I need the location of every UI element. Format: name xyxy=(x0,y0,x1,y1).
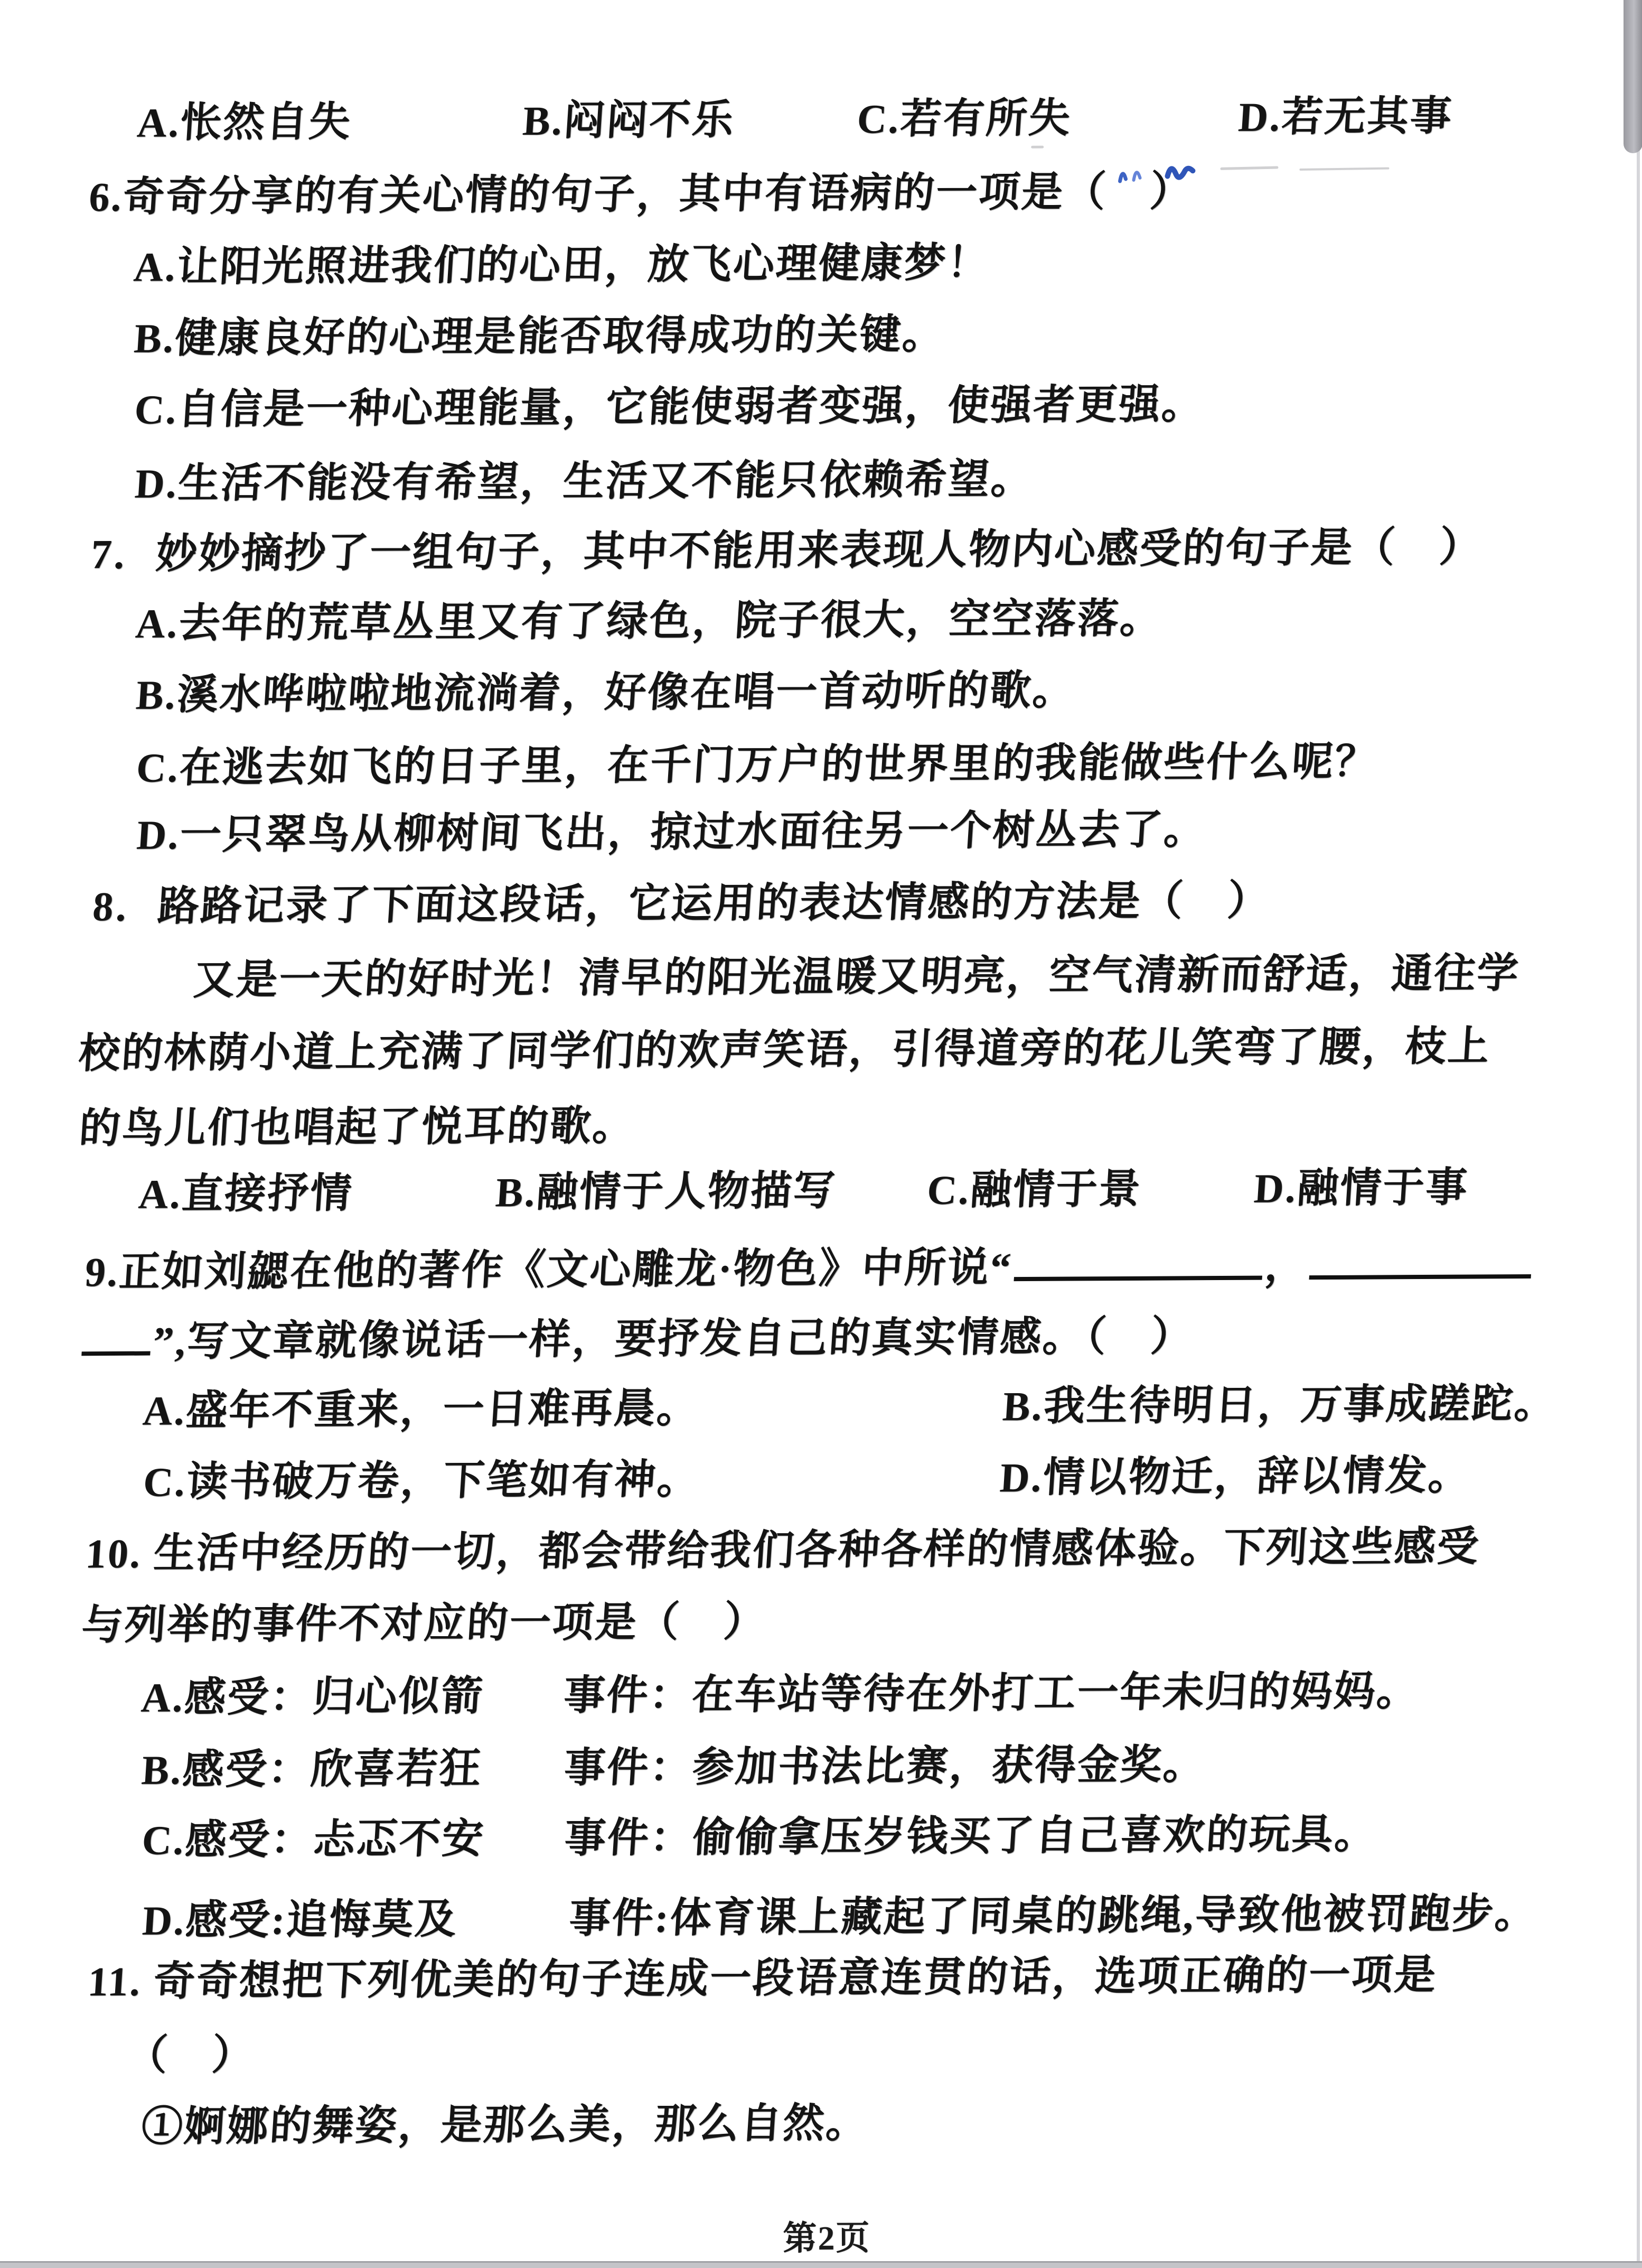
q5-options-row xyxy=(0,89,1638,150)
q10-option-c-event: 事件：偷偷拿压岁钱买了自己喜欢的玩具。 xyxy=(563,1810,1379,1861)
q6-option-b: B.健康良好的心理是能否取得成功的关键。 xyxy=(133,311,947,361)
q9-option-d: D.情以物迁，辞以情发。 xyxy=(998,1452,1473,1501)
q10-option-a-feeling: A.感受：归心似箭 xyxy=(139,1673,486,1721)
q10-option-c-feeling: C.感受：忐忑不安 xyxy=(140,1815,486,1863)
q7-option-c: C.在逃去如飞的日子里，在千门万户的世界里的我能做些什么呢？ xyxy=(135,738,1380,791)
q8-option-b: B.融情于人物描写 xyxy=(494,1167,838,1216)
q6-option-c: C.自信是一种心理能量，它能使弱者变强，使强者更强。 xyxy=(133,381,1206,433)
q7-option-a: A.去年的荒草丛里又有了绿色，院子很大，空空落落。 xyxy=(134,595,1165,647)
q8-passage-line-2: 校的林荫小道上充满了同学们的欢声笑语，引得道旁的花儿笑弯了腰，枝上 xyxy=(77,1023,1493,1077)
q9-blank-3 xyxy=(81,1314,153,1356)
q5-option-b: B.闷闷不乐 xyxy=(521,96,737,144)
q10-option-d xyxy=(3,1887,1642,1948)
q9-options-row-2 xyxy=(0,1448,1642,1509)
scan-right-edge-bar xyxy=(1624,0,1642,153)
q10-option-a xyxy=(1,1664,1642,1725)
q11-stem-line-1: 11. 奇奇想把下列优美的句子连成一段语意连贯的话，选项正确的一项是 xyxy=(86,1951,1439,2005)
q9-blank-2 xyxy=(1309,1237,1533,1280)
scan-bottom-edge xyxy=(0,2261,1642,2268)
q8-option-c: C.融情于景 xyxy=(925,1165,1143,1213)
pencil-smudge xyxy=(1031,146,1044,148)
q10-stem-line-2: 与列举的事件不对应的一项是（ ） xyxy=(80,1598,768,1648)
blue-ink-mark-right xyxy=(1163,159,1202,187)
q9-stem-line-1 xyxy=(0,1236,1642,1298)
q7-stem: 7．妙妙摘抄了一组句子，其中不能用来表现人物内心感受的句子是（ ） xyxy=(89,524,1484,577)
q6-option-a: A.让阳光照进我们的心田，放飞心理健康梦！ xyxy=(132,239,992,290)
page-number: 第2页 xyxy=(783,2219,871,2257)
q10-option-d-event: 事件:体育课上藏起了同桌的跳绳,导致他被罚跑步。 xyxy=(567,1890,1540,1942)
q10-option-d-feeling: D.感受:追悔莫及 xyxy=(140,1896,459,1944)
blue-ink-mark-left xyxy=(1115,163,1148,189)
q11-stem-line-2: （ ） xyxy=(125,2031,256,2078)
q5-option-d: D.若无其事 xyxy=(1237,92,1455,140)
q7-option-b: B.溪水哗啦啦地流淌着，好像在唱一首动听的歌。 xyxy=(134,667,1077,718)
q8-passage-line-3: 的鸟儿们也唱起了悦耳的歌。 xyxy=(78,1102,637,1152)
q6-option-d: D.生活不能没有希望，生活又不能只依赖希望。 xyxy=(133,455,1036,507)
q10-option-b-event: 事件：参加书法比赛，获得金奖。 xyxy=(562,1741,1208,1791)
q8-passage-line-1: 又是一天的好时光！清早的阳光温暖又明亮，空气清新而舒适，通往学 xyxy=(192,950,1522,1003)
q8-option-d: D.融情于事 xyxy=(1252,1164,1470,1211)
q8-option-a: A.直接抒情 xyxy=(137,1170,355,1217)
q9-stem-comma: ， xyxy=(1263,1243,1309,1289)
q9-stem-text-2: ”,写文章就像说话一样，要抒发自己的真实情感。（ ） xyxy=(152,1313,1195,1365)
q6-stem: 6.奇奇分享的有关心情的句子，其中有语病的一项是（ ） xyxy=(87,168,1195,220)
scan-right-edge-line xyxy=(1637,0,1640,2268)
q10-option-b-feeling: B.感受：欣喜若狂 xyxy=(140,1745,484,1793)
q9-option-c: C.读书破万卷，下笔如有神。 xyxy=(142,1456,702,1505)
q7-option-d: D.一只翠鸟从柳树间飞出，掠过水面往另一个树丛去了。 xyxy=(135,806,1208,858)
q10-option-a-event: 事件：在车站等待在外打工一年未归的妈妈。 xyxy=(562,1668,1421,1719)
q9-stem-text: 9.正如刘勰在他的著作《文心雕龙·物色》中所说“ xyxy=(83,1244,1014,1295)
q10-option-b xyxy=(2,1736,1642,1797)
q8-stem: 8．路路记录了下面这段话，它运用的表达情感的方法是（ ） xyxy=(91,877,1272,930)
q9-blank-1 xyxy=(1014,1239,1264,1281)
q9-option-a: A.盛年不重来，一日难再晨。 xyxy=(141,1385,701,1434)
q10-stem-line-1: 10. 生活中经历的一切，都会带给我们各种各样的情感体验。下列这些感受 xyxy=(84,1523,1481,1577)
q10-option-c xyxy=(2,1806,1642,1868)
q5-option-c: C.若有所失 xyxy=(856,95,1073,142)
q9-stem-line-2 xyxy=(0,1306,1642,1368)
q9-options-row-1 xyxy=(0,1377,1642,1438)
q8-options-row xyxy=(0,1160,1642,1221)
q5-option-a: A.怅然自失 xyxy=(136,98,353,146)
q9-option-b: B.我生待明日，万事成蹉跎。 xyxy=(1001,1380,1559,1430)
q11-item-1: ①婀娜的舞姿，是那么美，那么自然。 xyxy=(140,2099,870,2150)
